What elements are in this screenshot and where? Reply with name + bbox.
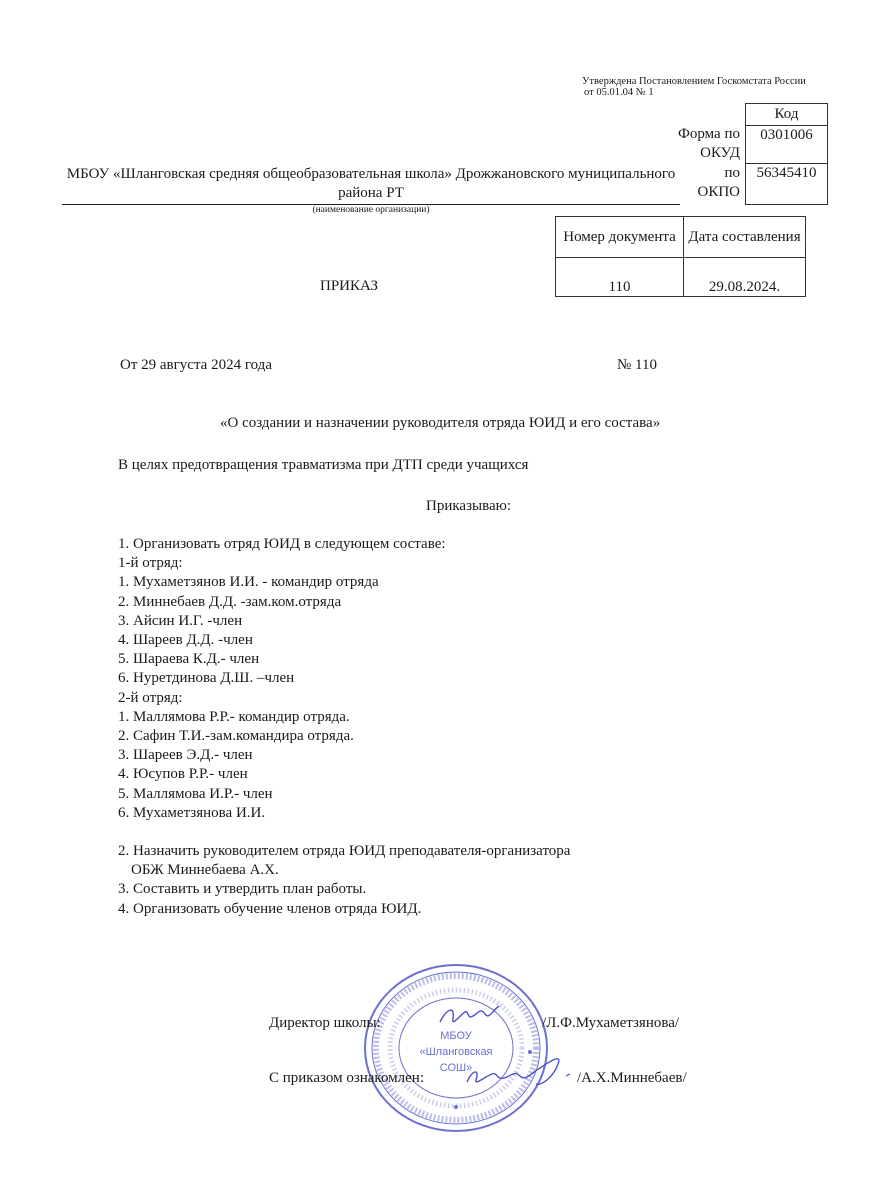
squad-2-member: 4. Юсупов Р.Р.- член	[118, 766, 248, 783]
item-2-line-1: 2. Назначить руководителем отряда ЮИД преподавателя-организатора	[118, 843, 571, 860]
okpo-label-line2: ОКПО	[697, 184, 740, 200]
approval-line-1: Утверждена Постановлением Госкомстата России	[582, 76, 806, 87]
document-title: «О создании и назначении руководителя отряда ЮИД и его состава»	[220, 415, 661, 431]
director-label: Директор школы:	[269, 1015, 381, 1031]
school-stamp-icon	[362, 962, 550, 1134]
organization-name: МБОУ «Шланговская средняя общеобразовательная школа» Дрожжановского муниципального района РТ	[66, 166, 676, 201]
acquainted-signature-icon	[462, 1050, 572, 1095]
squad-2-title: 2-й отряд:	[118, 689, 183, 706]
squad-1-member: 6. Нуретдинова Д.Ш. –член	[118, 670, 295, 687]
squad-1-member: 5. Шараева К.Д.- член	[118, 651, 260, 668]
doc-date-header: Дата составления	[684, 217, 806, 258]
squad-1-title: 1-й отряд:	[118, 555, 183, 572]
acquainted-label: С приказом ознакомлен:	[269, 1070, 425, 1086]
item-4: 4. Организовать обучение членов отряда ЮИД.	[118, 900, 422, 917]
squad-1-member: 2. Миннебаев Д.Д. -зам.ком.отряда	[118, 593, 342, 610]
doc-number-header: Номер документа	[556, 217, 684, 258]
acquainted-name: /А.Х.Миннебаев/	[577, 1070, 687, 1086]
item-3: 3. Составить и утвердить план работы.	[118, 881, 367, 898]
stamp-line-1: МБОУ	[440, 1030, 472, 1042]
okud-label-line1: Форма по	[678, 126, 740, 142]
okpo-value: 56345410	[746, 163, 827, 204]
item-2-line-2: ОБЖ Миннебаева А.Х.	[131, 862, 279, 879]
squad-2-member: 5. Маллямова И.Р.- член	[118, 785, 273, 802]
preamble: В целях предотвращения травматизма при ДТП среди учащихся	[118, 457, 529, 473]
squad-2-member: 1. Маллямова Р.Р.- командир отряда.	[118, 708, 350, 725]
squad-1-member: 4. Шареев Д.Д. -член	[118, 632, 253, 649]
document-number-date-table	[555, 216, 806, 297]
director-signature-icon	[435, 1000, 505, 1035]
squad-2-member: 3. Шареев Э.Д.- член	[118, 747, 253, 764]
codes-table	[745, 103, 828, 205]
order-word: Приказываю:	[426, 498, 511, 514]
squad-1-member: 1. Мухаметзянов И.И. - командир отряда	[118, 574, 379, 591]
okud-label-line2: ОКУД	[700, 145, 740, 161]
order-items	[118, 535, 570, 919]
spacer	[118, 823, 570, 842]
stamp-line-2: «Шланговская	[419, 1046, 493, 1058]
approval-line-2: от 05.01.04 № 1	[584, 87, 654, 98]
document-date-line: От 29 августа 2024 года	[120, 357, 272, 373]
squad-1-member: 3. Айсин И.Г. -член	[118, 612, 243, 629]
doc-number-value: 110	[556, 258, 684, 297]
okud-label	[640, 125, 740, 163]
codes-header: Код	[774, 106, 799, 122]
stamp-line-3: СОШ»	[439, 1062, 473, 1074]
director-name: /Л.Ф.Мухаметзянова/	[542, 1015, 680, 1031]
okpo-label-line1: по	[724, 165, 740, 181]
item-1: 1. Организовать отряд ЮИД в следующем составе:	[118, 536, 446, 552]
squad-2-member: 6. Мухаметзянова И.И.	[118, 804, 266, 821]
doc-date-value: 29.08.2024.	[684, 258, 806, 297]
squad-2-member: 2. Сафин Т.И.-зам.командира отряда.	[118, 728, 354, 745]
okud-value: 0301006	[746, 125, 827, 163]
document-number-line: № 110	[617, 357, 658, 373]
organization-caption: (наименование организации)	[312, 205, 430, 215]
document-type: ПРИКАЗ	[320, 278, 378, 294]
